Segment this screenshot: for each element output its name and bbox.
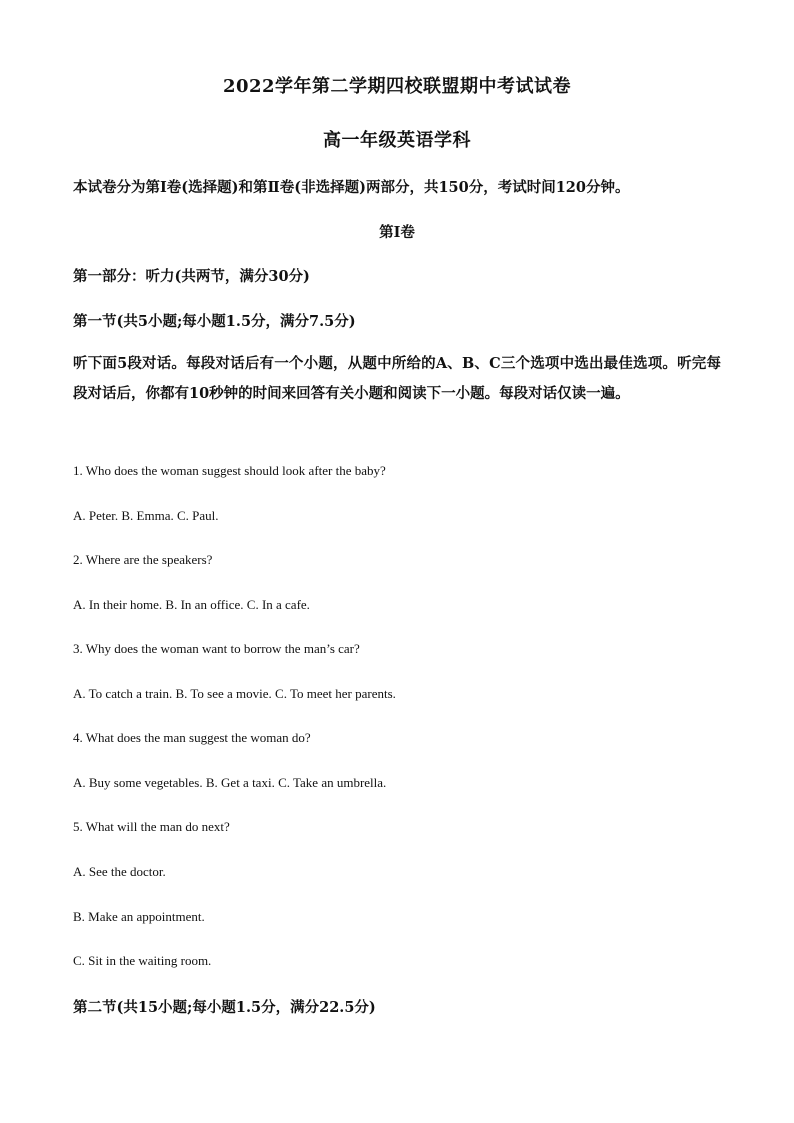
part1-heading: 第一部分：听力(共两节，满分30分) bbox=[73, 268, 310, 285]
question-3-stem: 3. Why does the woman want to borrow the man’s car? bbox=[73, 641, 360, 656]
question-4-options: A. Buy some vegetables. B. Get a taxi. C. Take an umbrella. bbox=[73, 775, 387, 790]
exam-subtitle: 高一年级英语学科 bbox=[323, 130, 471, 151]
question-5-option-a: A. See the doctor. bbox=[73, 864, 166, 879]
section2-heading: 第二节(共15小题;每小题1.5分，满分22.5分) bbox=[73, 999, 376, 1016]
question-5-option-b: B. Make an appointment. bbox=[73, 909, 205, 924]
exam-intro: 本试卷分为第Ⅰ卷(选择题)和第Ⅱ卷(非选择题)两部分，共150分，考试时间120分钟。 bbox=[73, 179, 630, 196]
question-1-stem: 1. Who does the woman suggest should look after the baby? bbox=[73, 463, 386, 478]
volume-label: 第Ⅰ卷 bbox=[379, 224, 415, 241]
section1-instructions: 听下面5段对话。每段对话后有一个小题，从题中所给的A、B、C三个选项中选出最佳选项。听完每段对话后，你都有10秒钟的时间来回答有关小题和阅读下一小题。每段对话仅读一遍。 bbox=[73, 355, 721, 402]
question-2-stem: 2. Where are the speakers? bbox=[73, 552, 213, 567]
question-3-options: A. To catch a train. B. To see a movie. C. To meet her parents. bbox=[73, 686, 396, 701]
exam-title: 2022学年第二学期四校联盟期中考试试卷 bbox=[222, 76, 572, 97]
question-5-option-c: C. Sit in the waiting room. bbox=[73, 953, 212, 968]
question-2-options: A. In their home. B. In an office. C. In a cafe. bbox=[73, 597, 310, 612]
question-5-stem: 5. What will the man do next? bbox=[73, 819, 230, 834]
question-4-stem: 4. What does the man suggest the woman do? bbox=[73, 730, 311, 745]
question-1-options: A. Peter. B. Emma. C. Paul. bbox=[73, 508, 219, 523]
section1-heading: 第一节(共5小题;每小题1.5分，满分7.5分) bbox=[73, 313, 356, 330]
